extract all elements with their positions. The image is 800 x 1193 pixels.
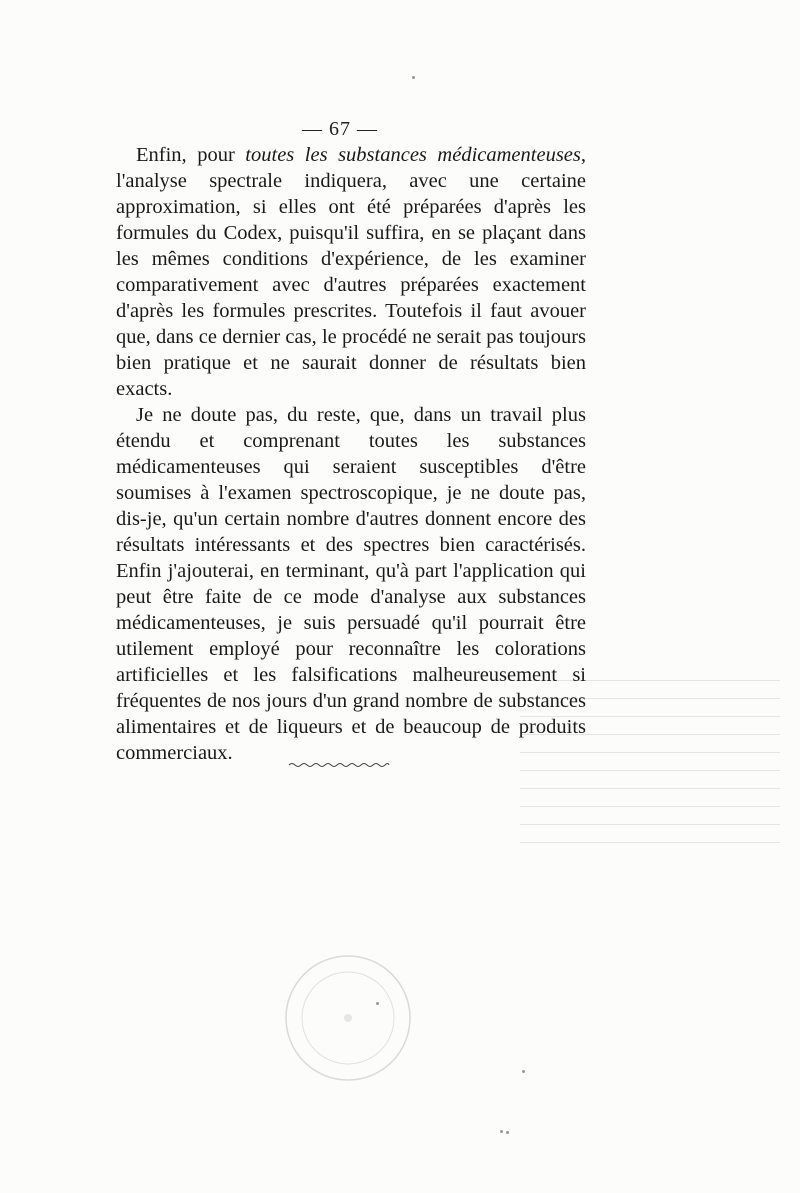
paragraph-1-italic: toutes les substances médicamenteuses xyxy=(245,144,581,166)
paper-speck xyxy=(522,1070,525,1073)
paragraph-2: Je ne doute pas, du reste, que, dans un travail plus étendu et comprenant toutes les substances médicamenteuses qui seraient susceptibles d'être soumises à l'examen spectroscopique, je ne doute pas, dis-je, qu'un certain nombre d'autres donnent encore des résultats intéressants et des spectres bien caractérisés. Enfin j'ajouterai, en terminant, qu'à part l'application qui peut être faite de ce mode d'analyse aux substances médicamenteuses, je suis persuadé qu'il pourrait être utilement employé pour reconnaître les colorations artificielles et les falsifications malheureusement si fréquentes de nos jours d'un grand nombre de substances alimentaires et de liqueurs et de beaucoup de produits commerciaux. xyxy=(116,404,586,764)
paragraph-1 xyxy=(116,142,586,402)
paper-speck xyxy=(412,76,415,79)
paper-speck xyxy=(506,1131,509,1134)
page-number: — 67 — xyxy=(302,118,378,140)
show-through-lines xyxy=(520,680,780,860)
paper-speck xyxy=(376,1002,379,1005)
body-text xyxy=(116,142,586,766)
paper-speck xyxy=(500,1130,503,1133)
paragraph-1-lead: Enfin, pour xyxy=(136,144,246,166)
paragraph-1-rest: , l'analyse spectrale indiquera, avec une certaine approximation, si elles ont été préparées d'après les formules du Codex, puisqu'il suffira, en se plaçant dans les mêmes conditions d'expérience, de les examiner comparativement avec d'autres préparées exactement d'après les formules prescrites. Toutefois il faut avouer que, dans ce dernier cas, le procédé ne serait pas toujours bien pratique et ne saurait donner de résultats bien exacts. xyxy=(116,144,586,400)
library-stamp xyxy=(278,948,418,1088)
section-end-rule xyxy=(288,760,390,770)
